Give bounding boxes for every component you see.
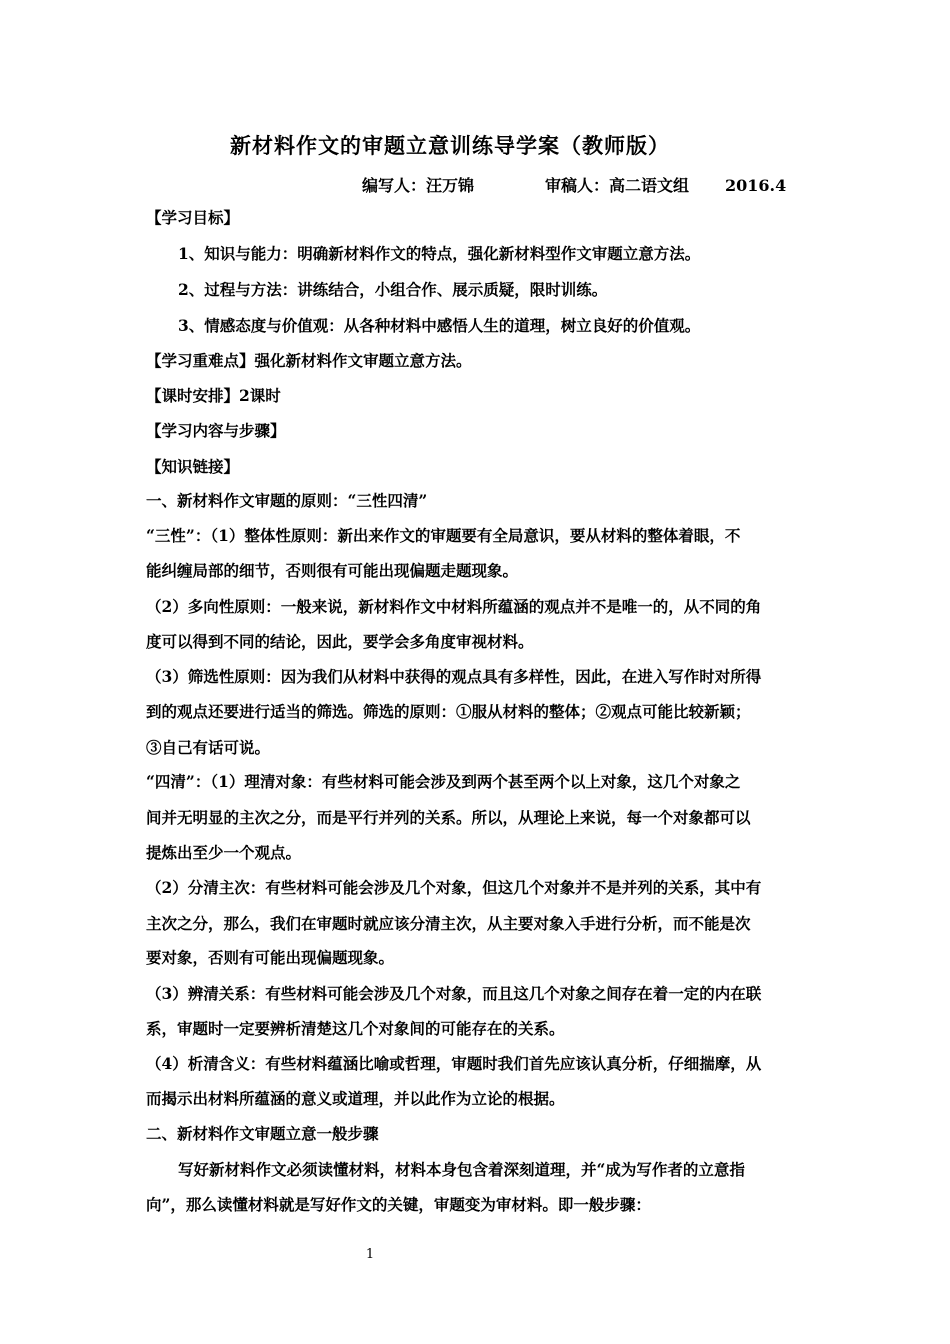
author: 编写人：汪万锦	[362, 176, 475, 195]
section-heading: 【课时安排】2课时	[146, 386, 281, 405]
text-line: 向”，那么读懂材料就是写好作文的关键，审题变为审材料。即一般步骤：	[146, 1195, 651, 1214]
text-line: 1、知识与能力：明确新材料作文的特点，强化新材料型作文审题立意方法。	[178, 244, 701, 263]
text-line: 2、过程与方法：讲练结合，小组合作、展示质疑，限时训练。	[178, 280, 608, 299]
text-line: 二、新材料作文审题立意一般步骤	[146, 1124, 379, 1143]
text-line: （3）辨清关系：有些材料可能会涉及几个对象，而且这几个对象之间存在着一定的内在联	[146, 984, 762, 1003]
text-line: 提炼出至少一个观点。	[146, 843, 302, 862]
section-heading: 【知识链接】	[146, 457, 240, 476]
text-line: 到的观点还要进行适当的筛选。筛选的原则：①服从材料的整体；②观点可能比较新颖；	[146, 702, 751, 721]
document-title: 新材料作文的审题立意训练导学案（教师版）	[230, 133, 670, 158]
text-line: 度可以得到不同的结论，因此，要学会多角度审视材料。	[146, 632, 534, 651]
text-line: （2）多向性原则：一般来说，新材料作文中材料所蕴涵的观点并不是唯一的，从不同的角	[146, 597, 762, 616]
reviewer: 审稿人：高二语文组	[545, 176, 690, 195]
section-heading: 【学习内容与步骤】	[146, 421, 286, 440]
text-line: 间并无明显的主次之分，而是平行并列的关系。所以，从理论上来说，每一个对象都可以	[146, 808, 751, 827]
text-line: 而揭示出材料所蕴涵的意义或道理，并以此作为立论的根据。	[146, 1089, 565, 1108]
text-line: （4）析清含义：有些材料蕴涵比喻或哲理，审题时我们首先应该认真分析，仔细揣摩，从	[146, 1054, 762, 1073]
text-line: “三性”：（1）整体性原则：新出来作文的审题要有全局意识，要从材料的整体着眼，不	[146, 526, 741, 545]
text-line: 系，审题时一定要辨析清楚这几个对象间的可能存在的关系。	[146, 1019, 565, 1038]
date: 2016.4	[725, 176, 787, 195]
text-line: 能纠缠局部的细节，否则很有可能出现偏题走题现象。	[146, 561, 519, 580]
text-line: （3）筛选性原则：因为我们从材料中获得的观点具有多样性，因此，在进入写作时对所得	[146, 667, 762, 686]
page-number: 1	[365, 1247, 375, 1262]
text-line: （2）分清主次：有些材料可能会涉及几个对象，但这几个对象并不是并列的关系，其中有	[146, 878, 762, 897]
text-line: 要对象，否则有可能出现偏题现象。	[146, 948, 395, 967]
text-line: 写好新材料作文必须读懂材料，材料本身包含着深刻道理，并“成为写作者的立意指	[178, 1160, 745, 1179]
text-line: ③自己有话可说。	[146, 738, 271, 757]
text-line: 主次之分，那么，我们在审题时就应该分清主次，从主要对象入手进行分析，而不能是次	[146, 914, 751, 933]
text-line: “四清”：（1）理清对象：有些材料可能会涉及到两个甚至两个以上对象，这几个对象之	[146, 772, 741, 791]
section-heading: 【学习重难点】强化新材料作文审题立意方法。	[146, 351, 472, 370]
text-line: 一、新材料作文审题的原则：“三性四清”	[146, 491, 428, 510]
author-line	[362, 173, 786, 196]
section-heading: 【学习目标】	[146, 208, 240, 227]
text-line: 3、情感态度与价值观：从各种材料中感悟人生的道理，树立良好的价值观。	[178, 316, 701, 335]
